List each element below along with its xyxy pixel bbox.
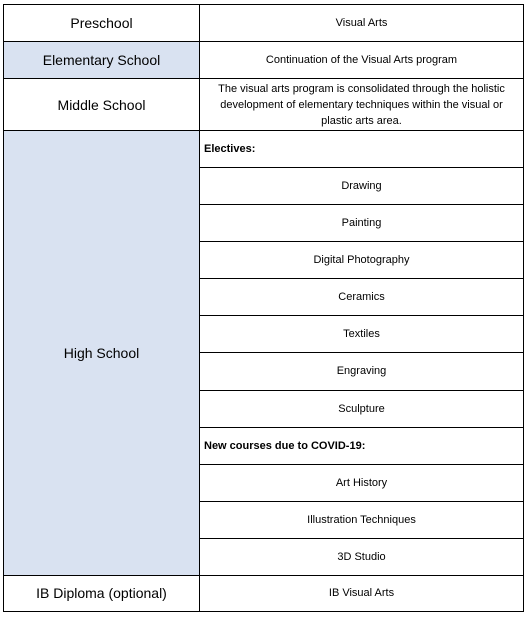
elective-painting: Painting xyxy=(200,205,524,242)
course-art-history: Art History xyxy=(200,464,524,501)
row-preschool xyxy=(4,5,524,42)
elective-sculpture: Sculpture xyxy=(200,390,524,427)
program-elementary: Continuation of the Visual Arts program xyxy=(200,42,524,79)
elective-digital-photography: Digital Photography xyxy=(200,242,524,279)
level-middle: Middle School xyxy=(4,79,200,131)
electives-heading: Electives: xyxy=(200,131,524,168)
row-ib-diploma xyxy=(4,575,524,611)
covid-courses-heading: New courses due to COVID-19: xyxy=(200,427,524,464)
row-elementary xyxy=(4,42,524,79)
level-ib-diploma: IB Diploma (optional) xyxy=(4,575,200,611)
program-middle: The visual arts program is consolidated through the holistic development of elementary techniques within the visual or plastic arts area. xyxy=(200,79,524,131)
program-ib-diploma: IB Visual Arts xyxy=(200,575,524,611)
elective-textiles: Textiles xyxy=(200,316,524,353)
curriculum-table xyxy=(3,4,524,612)
elective-ceramics: Ceramics xyxy=(200,279,524,316)
course-3d-studio: 3D Studio xyxy=(200,538,524,575)
course-illustration-techniques: Illustration Techniques xyxy=(200,501,524,538)
level-preschool: Preschool xyxy=(4,5,200,42)
row-high-electives-heading xyxy=(4,131,524,168)
program-preschool: Visual Arts xyxy=(200,5,524,42)
elective-drawing: Drawing xyxy=(200,168,524,205)
row-middle xyxy=(4,79,524,131)
elective-engraving: Engraving xyxy=(200,353,524,390)
level-elementary: Elementary School xyxy=(4,42,200,79)
level-high: High School xyxy=(4,131,200,576)
